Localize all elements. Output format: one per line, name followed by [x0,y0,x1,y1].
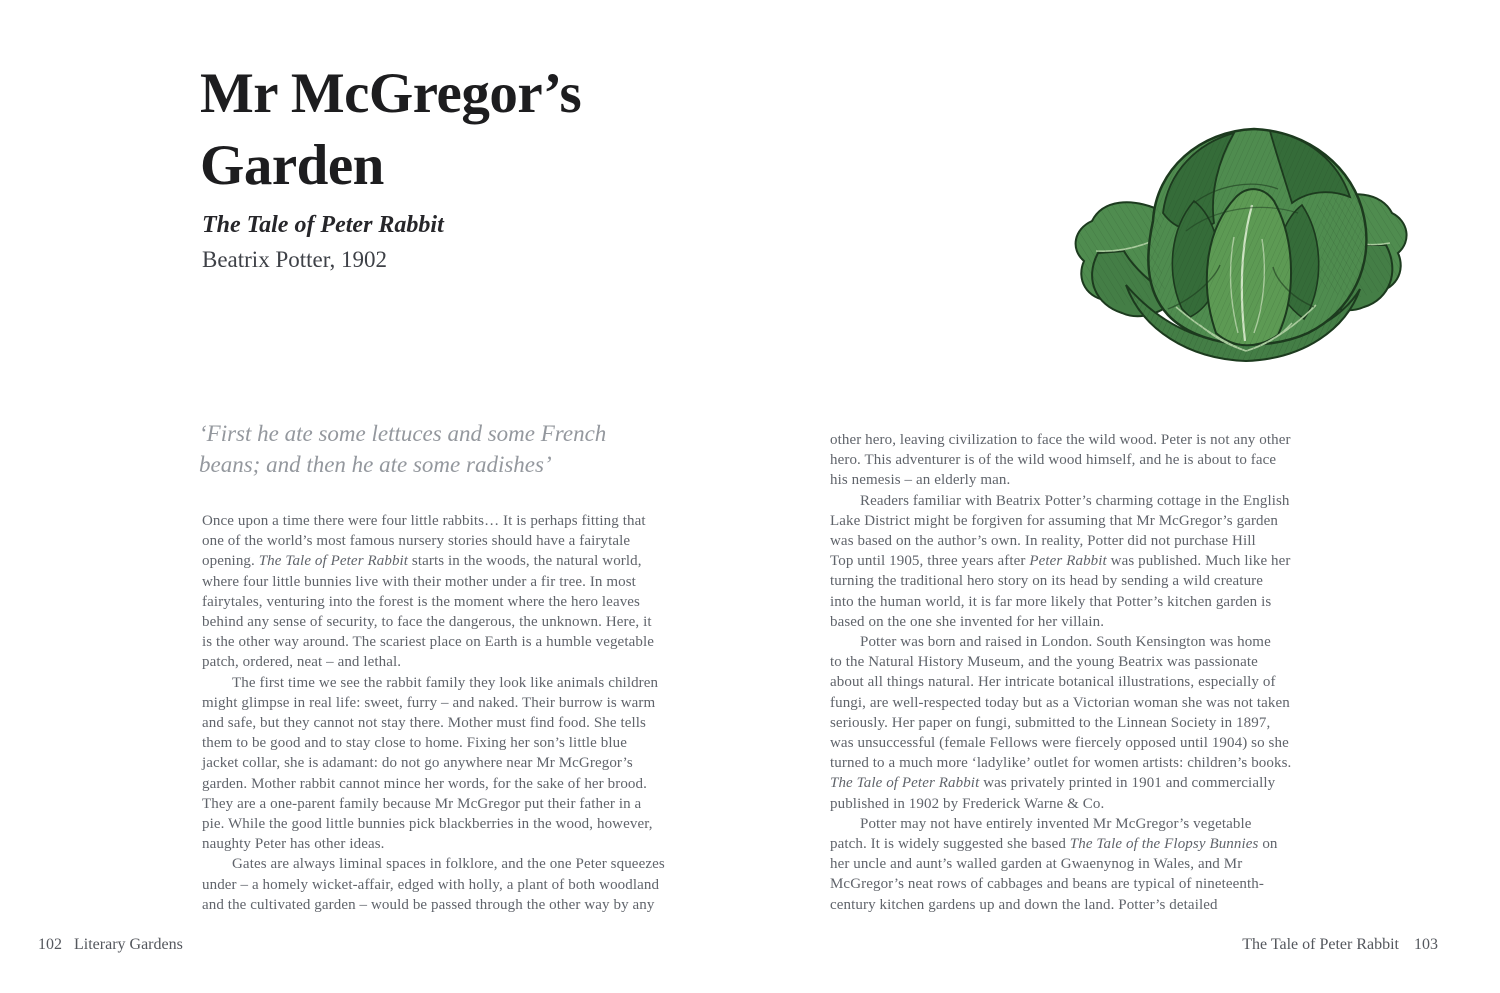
text-line: Potter was born and raised in London. South Kensington was home [860,634,1271,651]
text-line: pie. While the good little bunnies pick blackberries in the wood, however, [202,816,653,833]
paragraph-2 [202,673,707,855]
text-line: Potter may not have entirely invented Mr McGregor’s vegetable [860,815,1252,832]
text-line: based on the one she invented for her villain. [830,613,1105,630]
text-line: Lake District might be forgiven for assuming that Mr McGregor’s garden [830,512,1279,529]
text-line: is the other way around. The scariest place on Earth is a humble vegetable [202,634,654,651]
paragraph-5 [830,491,1350,632]
text-line: was based on the author’s own. In reality, Potter did not purchase Hill [830,533,1256,550]
text-line: under – a homely wicket-affair, edged with holly, a plant of both woodland [202,876,660,893]
left-page-number: 102 [38,936,62,953]
text-line: one of the world’s most famous nursery stories should have a fairytale [202,533,631,550]
text-line: and the cultivated garden – would be passed through the other way by any [202,896,655,913]
text-line: patch. It is widely suggested she based The Tale of the Flopsy Bunnies on [830,836,1278,853]
paragraph-1 [202,511,707,673]
paragraph-6 [830,632,1350,814]
paragraph-3 [202,854,707,915]
section-title: Literary Gardens [74,936,183,953]
text-line: behind any sense of security, to face the dangerous, the unknown. Here, it [202,614,652,631]
cabbage-illustration [1068,100,1414,374]
text-line: and safe, but they cannot not stay there. Mother must find food. She tells [202,715,646,732]
text-line: into the human world, it is far more likely that Potter’s kitchen garden is [830,593,1272,610]
text-line: published in 1902 by Frederick Warne & Co. [830,795,1105,812]
cabbage-hatch-right [1316,194,1407,297]
text-line: They are a one-parent family because Mr McGregor put their father in a [202,795,642,812]
text-line: The first time we see the rabbit family they look like animals children [232,674,659,691]
book-title: The Tale of Peter Rabbit [202,212,444,238]
cabbage-hatch-left [1076,202,1166,305]
text-line: his nemesis – an elderly man. [830,472,1011,489]
text-line: about all things natural. Her intricate botanical illustrations, especially of [830,674,1276,691]
left-footer [38,936,183,954]
paragraph-4 [830,430,1350,491]
text-line: to the Natural History Museum, and the young Beatrix was passionate [830,654,1258,671]
right-page-number: 103 [1414,936,1438,953]
text-line: Once upon a time there were four little rabbits… It is perhaps fitting that [202,513,646,529]
text-line: turning the traditional hero story on its head by sending a wild creature [830,573,1264,590]
text-line: Gates are always liminal spaces in folklore, and the one Peter squeezes [232,856,665,873]
cabbage-engraving-icon [1068,100,1414,374]
text-line: might glimpse in real life: sweet, furry – and naked. Their burrow is warm [202,694,656,711]
right-footer [1242,936,1438,954]
text-line: turned to a much more ‘ladylike’ outlet for women artists: children’s books. [830,755,1292,772]
chapter-title-line-2: Garden [200,133,384,197]
text-line: other hero, leaving civilization to face the wild wood. Peter is not any other [830,432,1291,448]
pull-quote [199,418,606,480]
text-line: beans; and then he ate some radishes’ [199,452,552,477]
chapter-running-title: The Tale of Peter Rabbit [1242,936,1399,953]
text-line: patch, ordered, neat – and lethal. [202,654,402,671]
text-line: fairytales, venturing into the forest is the moment where the hero leaves [202,593,640,610]
text-line: her uncle and aunt’s walled garden at Gwaenynog in Wales, and Mr [830,856,1243,873]
chapter-title [200,58,581,202]
text-line: was unsuccessful (female Fellows were fiercely opposed until 1904) so she [830,735,1289,752]
text-line: jacket collar, she is adamant: do not go anywhere near Mr McGregor’s [202,755,633,772]
text-line: where four little bunnies live with their mother under a fir tree. In most [202,573,636,590]
text-line: The Tale of Peter Rabbit was privately printed in 1901 and commercially [830,775,1276,792]
text-line: ‘First he ate some lettuces and some French [199,421,607,446]
left-text-column [202,511,707,915]
text-line: them to be good and to stay close to home. Fixing her son’s little blue [202,735,627,752]
text-line: Readers familiar with Beatrix Potter’s charming cottage in the English [860,492,1290,509]
text-line: Top until 1905, three years after Peter Rabbit was published. Much like her [830,553,1291,570]
text-line: McGregor’s neat rows of cabbages and beans are typical of nineteenth- [830,876,1264,893]
text-line: hero. This adventurer is of the wild wood himself, and he is about to face [830,452,1277,469]
right-text-column [830,430,1350,915]
text-line: century kitchen gardens up and down the land. Potter’s detailed [830,896,1218,913]
paragraph-7 [830,814,1350,915]
text-line: garden. Mother rabbit cannot mince her words, for the sake of her brood. [202,775,647,792]
text-line: seriously. Her paper on fungi, submitted to the Linnean Society in 1897, [830,714,1271,731]
text-line: naughty Peter has other ideas. [202,836,385,853]
text-line: fungi, are well-respected today but as a Victorian woman she was not taken [830,694,1290,711]
chapter-title-line-1: Mr McGregor’s [200,62,582,125]
author-byline: Beatrix Potter, 1902 [202,247,387,272]
text-line: opening. The Tale of Peter Rabbit starts in the woods, the natural world, [202,553,642,570]
